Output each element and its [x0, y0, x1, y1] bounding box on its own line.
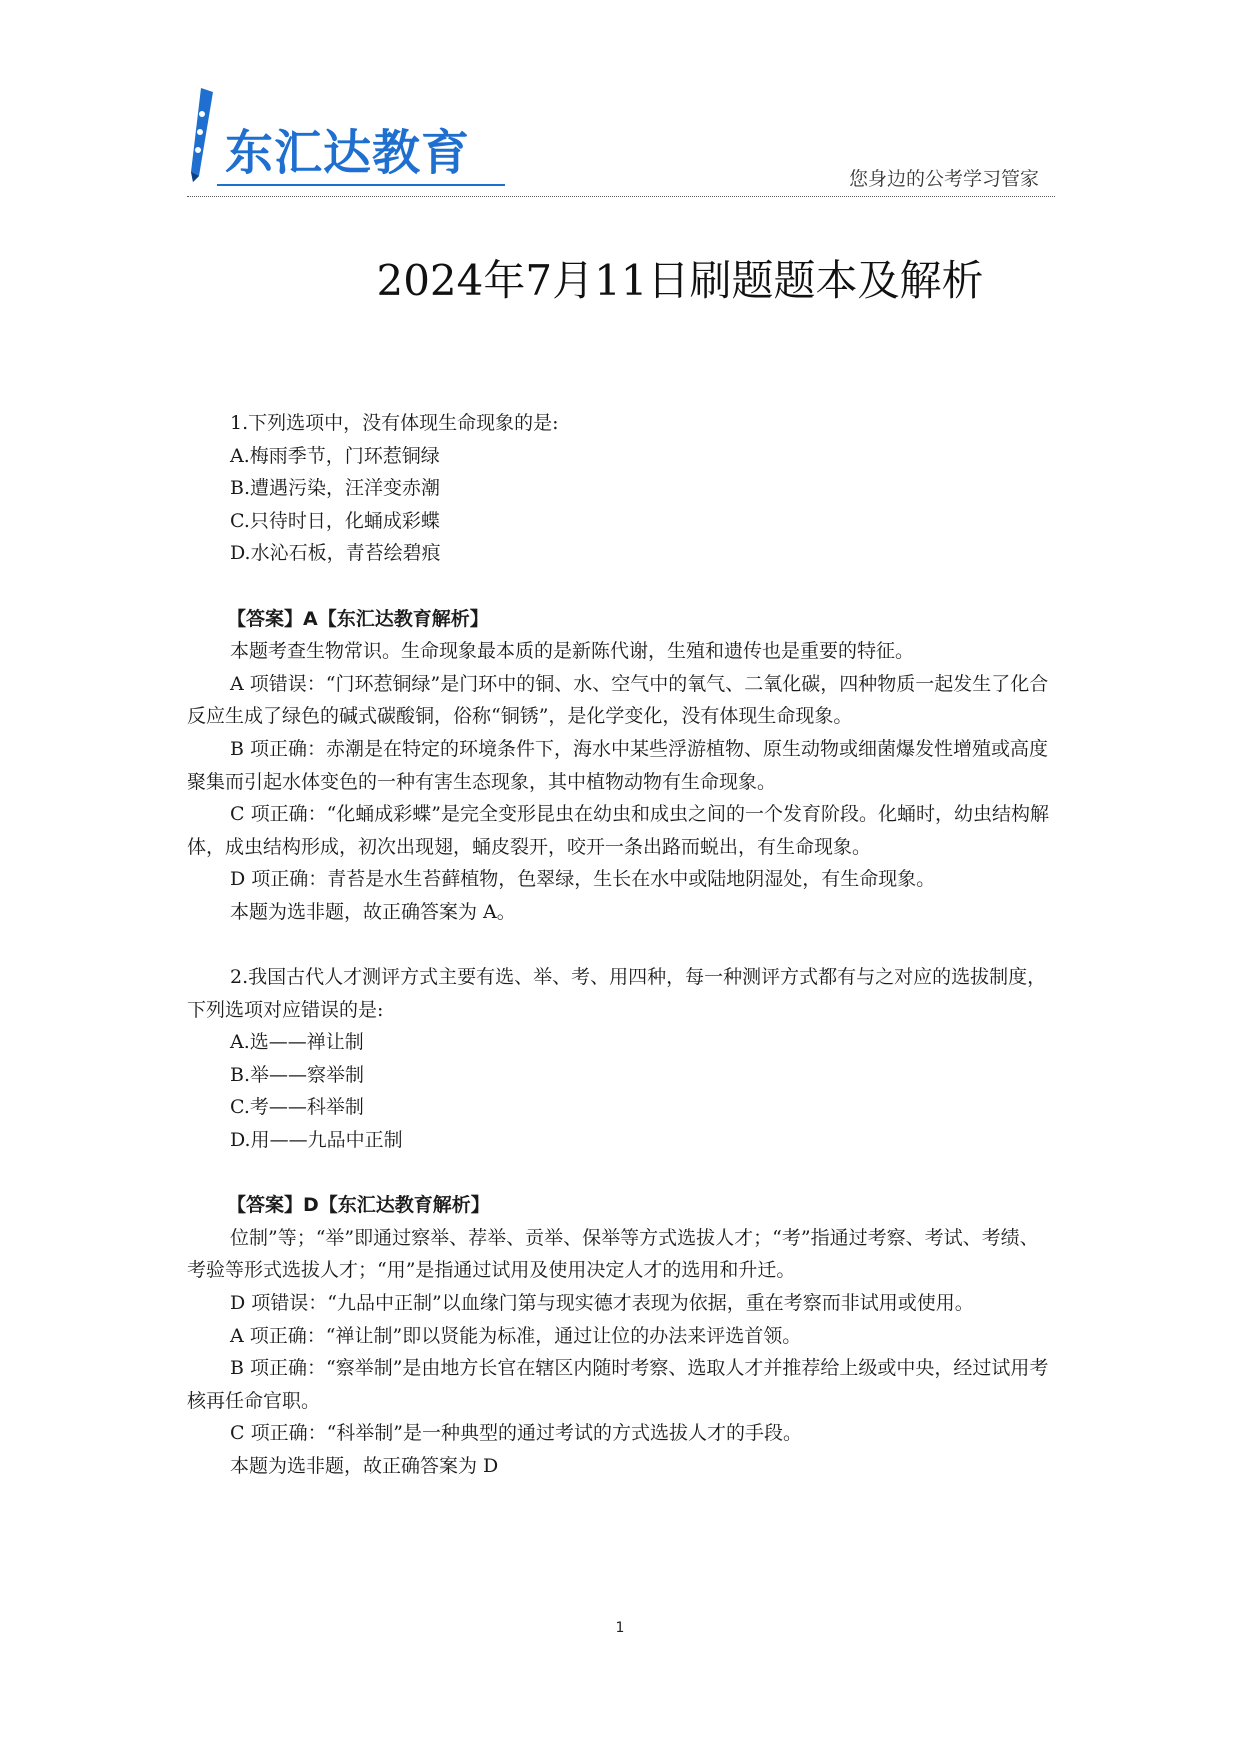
question-2-option-b: B.举——察举制 [230, 1063, 365, 1086]
question-1-analysis-b: B 项正确：赤潮是在特定的环境条件下，海水中某些浮游植物、原生动物或细菌爆发性增殖或高度聚集而引起水体变色的一种有害生态现象，其中植物动物有生命现象。 [187, 737, 1049, 793]
question-2-analysis-d: D 项错误：“九品中正制”以血缘门第与现实德才表现为依据，重在考察而非试用或使用。 [230, 1292, 974, 1315]
question-2-analysis-c: C 项正确：“科举制”是一种典型的通过考试的方式选拔人才的手段。 [230, 1422, 803, 1445]
question-1-answer-label: 【答案】A【东汇达教育解析】 [227, 607, 489, 630]
header-divider [187, 196, 1055, 197]
document-body [187, 407, 1055, 1483]
page-header [187, 84, 1055, 200]
question-2-analysis-a: A 项正确：“禅让制”即以贤能为标准，通过让位的办法来评选首领。 [230, 1324, 802, 1347]
spacer [187, 1157, 1055, 1190]
spacer [187, 570, 1055, 603]
question-2-conclusion: 本题为选非题，故正确答案为 D [230, 1455, 499, 1477]
question-1-analysis-a: A 项错误：“门环惹铜绿”是门环中的铜、水、空气中的氧气、二氧化碳，四种物质一起发生了化合反应生成了绿色的碱式碳酸铜，俗称“铜锈”，是化学变化，没有体现生命现象。 [187, 672, 1049, 728]
question-1-analysis-c: C 项正确：“化蛹成彩蝶”是完全变形昆虫在幼虫和成虫之间的一个发育阶段。化蛹时，幼虫结构解体，成虫结构形成，初次出现翅，蛹皮裂开，咬开一条出路而蜕出，有生命现象。 [187, 803, 1050, 858]
question-1-analysis-intro: 本题考查生物常识。生命现象最本质的是新陈代谢，生殖和遗传也是重要的特征。 [230, 640, 915, 663]
pencil-logo-icon [187, 84, 227, 184]
logo-underline [217, 184, 505, 186]
question-2-option-d: D.用——九品中正制 [230, 1129, 403, 1152]
question-2-analysis-b: B 项正确：“察举制”是由地方长官在辖区内随时考察、选取人才并推荐给上级或中央，经过试用考核再任命官职。 [187, 1357, 1049, 1412]
brand-logo-text: 东汇达教育 [225, 125, 471, 181]
question-1-conclusion: 本题为选非题，故正确答案为 A。 [230, 900, 516, 923]
question-2-analysis-intro: 位制”等；“举”即通过察举、荐举、贡举、保举等方式选拔人才；“考”指通过考察、考试、考绩、考验等形式选拔人才；“用”是指通过试用及使用决定人才的选用和升迁。 [187, 1226, 1039, 1282]
question-1-stem: 1.下列选项中，没有体现生命现象的是: [230, 412, 559, 434]
spacer [187, 929, 1055, 962]
question-1-option-a: A.梅雨季节，门环惹铜绿 [230, 444, 440, 467]
question-1-option-c: C.只待时日，化蛹成彩蝶 [230, 509, 440, 532]
page-number: 1 [615, 1620, 625, 1636]
question-1-analysis-d: D 项正确：青苔是水生苔藓植物，色翠绿，生长在水中或陆地阴湿处，有生命现象。 [230, 868, 936, 891]
page-title-wrap [0, 248, 1240, 308]
brand-logo [187, 84, 507, 184]
question-2-option-a: A.选——禅让制 [230, 1031, 364, 1054]
header-slogan: 您身边的公考学习管家 [848, 168, 1039, 190]
question-1-option-b: B.遭遇污染，汪洋变赤潮 [230, 477, 441, 500]
page-title: 2024年7月11日刷题题本及解析 [376, 256, 984, 305]
question-2-option-c: C.考——科举制 [230, 1096, 364, 1119]
question-1-option-d: D.水沁石板，青苔绘碧痕 [230, 542, 441, 565]
question-2-answer-label: 【答案】D【东汇达教育解析】 [227, 1194, 490, 1217]
question-2-stem: 2.我国古代人才测评方式主要有选、举、考、用四种，每一种测评方式都有与之对应的选拔制度，下列选项对应错误的是: [187, 966, 1047, 1021]
